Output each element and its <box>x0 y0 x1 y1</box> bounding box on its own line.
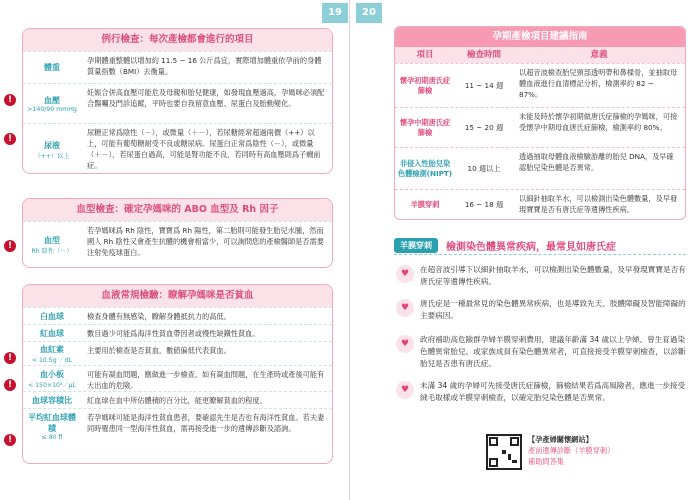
qr-line-1[interactable]: 產前遺傳診斷（羊膜穿刺） <box>528 446 615 455</box>
guide-time: 15 ~ 20 週 <box>464 122 504 132</box>
row-text: 檢查身體有無感染，瞭解身體抵抗力的高低。 <box>87 312 231 321</box>
paragraph-text: 未滿 34 歲的孕婦可先接受唐氏症篩檢，篩檢結果若爲高風險者，應進一步接受絨毛取樣或羊膜穿刺檢查，以確定胎兒染色體是否異常。 <box>420 381 686 402</box>
guide-item: 羊膜穿刺 <box>410 199 440 209</box>
guide-item: 懷孕初期唐氏症篩檢 <box>399 75 451 95</box>
paragraph-text: 政府補助高危險群孕婦羊膜穿刺費用，建議年齡滿 34 歲以上孕婦、曾生育過染色體異常胎兒、或家族成員有染色體異常者，可直接接受羊膜穿刺檢查，以診斷胎兒是否患有唐氏症。 <box>420 335 686 368</box>
list-item <box>396 298 686 322</box>
page-number-left: 19 <box>322 3 348 23</box>
exclamation-icon: ! <box>4 133 16 145</box>
amnio-heading <box>394 238 616 253</box>
guide-item: 懷孕中期唐氏症篩檢 <box>399 117 451 137</box>
table-row <box>395 189 685 219</box>
qr-heading: 【孕產婦關懷網站】 <box>528 435 593 444</box>
header-meaning: 意義 <box>590 50 608 60</box>
row-label: 血紅素 <box>40 344 64 354</box>
table-row <box>23 391 332 408</box>
page-number-right: 20 <box>356 3 382 23</box>
guide-time: 11 ~ 14 週 <box>464 80 504 90</box>
header-time: 檢查時間 <box>466 50 501 60</box>
care-icon: ♥ <box>396 335 414 353</box>
table-row <box>395 147 685 189</box>
table-row <box>23 408 332 444</box>
table-row <box>23 221 332 267</box>
prenatal-guide-table <box>394 26 686 220</box>
row-label: 血球容積比 <box>32 395 72 405</box>
row-label: 血型 <box>44 235 60 245</box>
row-text: 紅血球在血中所佔體積的百分比，能更瞭解貧血的程度。 <box>87 396 267 405</box>
header-item: 項目 <box>416 50 434 60</box>
row-text: 數目過少可能爲海洋性貧血帶因者或慢性缺鐵性貧血。 <box>87 329 260 338</box>
table-row <box>23 51 332 83</box>
row-label: 血小板 <box>40 369 64 379</box>
guide-meaning: 透過抽取母體血液檢驗游離的胎兒 DNA，及早確認胎兒染色體是否異常。 <box>519 152 674 172</box>
list-item <box>396 334 686 370</box>
qr-line-2[interactable]: 補助問答集 <box>528 457 564 466</box>
table-row <box>23 123 332 174</box>
blood-type-section <box>22 198 333 268</box>
row-text: 若孕媽咪可能是海洋性貧血患者，要確認先生是否也有海洋性貧血。若夫妻同時罹患同一型海洋性貧血，需再接受進一步的遺傳診斷及諮詢。 <box>87 413 325 433</box>
guide-item: 非侵入性胎兒染色體檢測(NIPT) <box>397 158 453 178</box>
care-icon: ♥ <box>396 265 414 283</box>
table-row <box>395 63 685 107</box>
row-text: 尿糖正常爲陰性（－），或微量（＋－），若尿糖經常超過兩價（++）以上，可能有葡萄糖耐受不良或糖尿病。尿蛋白正常爲陰性（－），或微量（＋－），若尿蛋白過高，可能是腎功能不良，若同時有高血壓則爲子癇前症。 <box>87 128 321 170</box>
paragraph-text: 唐氏症是一種最常見的染色體異常疾病，也是導致先天、肢體障礙及智能障礙的主要病因。 <box>420 299 686 320</box>
guide-meaning: 未能及時於懷孕初期做唐氏症篩檢的孕媽咪，可接受懷孕中期母血唐氏症篩檢，檢測率約 80%。 <box>519 112 678 132</box>
divider <box>394 254 686 255</box>
exclamation-icon: ! <box>4 352 16 364</box>
guide-title: 孕期產檢項目建議指南 <box>395 27 685 47</box>
row-sublabel: >140/90 mmHg <box>27 105 77 113</box>
guide-time: 16 ~ 18 週 <box>464 199 504 209</box>
row-sublabel: ≤ 80 fl <box>41 434 63 441</box>
row-label: 尿液 <box>44 140 60 150</box>
table-row <box>23 324 332 341</box>
routine-check-section <box>22 28 333 174</box>
guide-header-row <box>395 47 685 63</box>
row-text: 主要用於檢查是否貧血，數値偏低代表貧血。 <box>87 346 231 355</box>
row-label: 體重 <box>44 63 60 72</box>
exclamation-icon: ! <box>4 379 16 391</box>
care-icon: ♥ <box>396 299 414 317</box>
row-text: 妊娠合併高血壓可能危及母親和胎兒健康，如發現血壓過高，孕媽咪必須配合醫囑及門診追蹤，平時也要自我留意血壓、尿蛋白及胎動變化。 <box>87 88 325 108</box>
row-sublabel: Rh 陰性（－） <box>31 247 73 255</box>
exclamation-icon: ! <box>4 94 16 106</box>
qr-info <box>528 434 614 467</box>
table-row <box>23 307 332 324</box>
blood-type-title: 血型檢查：確定孕媽咪的 ABO 血型及 Rh 因子 <box>23 199 332 221</box>
table-row <box>395 107 685 147</box>
row-sublabel: < 150×10³／μL <box>27 381 77 389</box>
guide-time: 10 週以上 <box>467 163 501 173</box>
amnio-tag: 羊膜穿刺 <box>394 238 438 253</box>
exclamation-icon: ! <box>4 434 16 446</box>
row-text: 孕期體重整體以增加約 11.5 ~ 16 公斤爲宜，實際增加體重依孕前的身體質量指數（BMI）去衡量。 <box>87 56 322 76</box>
table-row <box>23 341 332 365</box>
blood-routine-title: 血液常規檢驗：瞭解孕媽咪是否貧血 <box>23 285 332 307</box>
care-icon: ♥ <box>396 381 414 399</box>
book-spine <box>349 0 350 500</box>
amnio-title: 檢測染色體異常疾病，最常見如唐氏症 <box>446 242 616 253</box>
row-sublabel: （++）以上 <box>34 152 70 160</box>
row-text: 可能有凝血問題，應做進一步檢查。如有凝血問題，在生產時或產後可能有大出血的危險。 <box>87 370 325 390</box>
list-item <box>396 264 686 288</box>
routine-check-title: 例行檢查：每次產檢都會進行的項目 <box>23 29 332 51</box>
table-row <box>23 365 332 391</box>
row-label: 紅血球 <box>40 328 64 338</box>
row-sublabel: < 10.5g ／dL <box>31 356 73 364</box>
row-label: 平均紅血球體積 <box>28 413 76 433</box>
blood-routine-section <box>22 284 333 464</box>
row-text: 若孕媽咪爲 Rh 陰性，寶寶爲 Rh 陽性，第二胎則可能發生胎兒水腫，然而國人 Rh 陰性又會產生抗體的機會相當少，可以詢問您的產檢醫師是否需要注射免疫球蛋白。 <box>87 226 324 257</box>
guide-meaning: 以超音波檢查胎兒頸部透明帶和鼻樑骨，並抽取母體血液進行血清標記分析，檢測率約 82 ~ 87%。 <box>519 68 678 99</box>
paragraph-text: 在超音波引導下以細針抽取羊水，可以檢測出染色體數量，及早發現寶寶是否有唐氏症等遺傳性疾病。 <box>420 265 686 286</box>
row-label: 血壓 <box>44 95 60 105</box>
list-item <box>396 380 686 404</box>
guide-meaning: 以細針抽取羊水，可以檢測出染色體數量，及早發現寶寶是否有唐氏症等遺傳性疾病。 <box>519 194 678 214</box>
qr-code-icon[interactable] <box>486 434 522 470</box>
exclamation-icon: ! <box>4 240 16 252</box>
table-row <box>23 83 332 123</box>
row-label: 白血球 <box>40 311 64 321</box>
